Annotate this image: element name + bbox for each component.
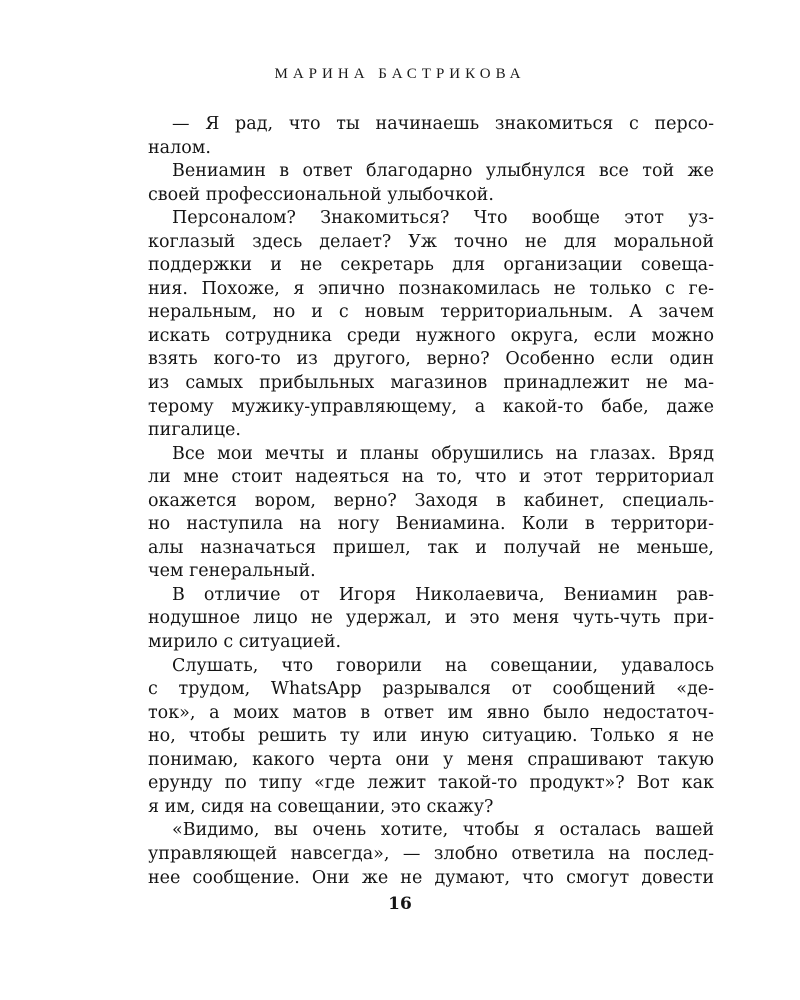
text-line: своей профессиональной улыбочкой.	[148, 184, 494, 205]
text-line: ния. Похоже, я эпично познакомилась не только с ге-	[148, 278, 714, 299]
text-line: из самых прибыльных магазинов принадлежит не ма-	[148, 373, 714, 394]
running-head-author: МАРИНА БАСТРИКОВА	[274, 66, 526, 82]
text-line: с трудом, WhatsApp разрывался от сообщений «де-	[148, 679, 714, 700]
text-line: Все мои мечты и планы обрушились на глазах. Вряд	[172, 443, 714, 464]
text-line: искать сотрудника среди нужного округа, если можно	[148, 325, 714, 346]
page-number: 16	[388, 894, 412, 914]
text-line: мирило с ситуацией.	[148, 632, 342, 653]
text-line: налом.	[148, 137, 211, 158]
text-line: терому мужику-управляющему, а какой-то бабе, даже	[148, 396, 714, 417]
text-line: ерунду по типу «где лежит такой-то продукт»? Вот как	[148, 773, 714, 794]
text-line: В отличие от Игоря Николаевича, Вениамин рав-	[172, 584, 714, 605]
text-line: алы назначаться пришел, так и получай не меньше,	[148, 537, 714, 558]
text-line: коглазый здесь делает? Уж точно не для моральной	[148, 231, 714, 252]
text-line: нодушное лицо не удержал, и это меня чуть-чуть при-	[148, 608, 714, 629]
text-line: окажется вором, верно? Заходя в кабинет, специаль-	[148, 490, 714, 511]
text-line: ток», а моих матов в ответ им явно было недостаточ-	[148, 702, 714, 723]
text-line: неральным, но и с новым территориальным. А зачем	[148, 302, 714, 323]
text-line: чем генеральный.	[148, 561, 316, 582]
text-line: но наступила на ногу Вениамина. Коли в территори-	[148, 514, 714, 535]
text-line: Персоналом? Знакомиться? Что вообще этот уз-	[172, 208, 714, 229]
text-line: «Видимо, вы очень хотите, чтобы я осталась вашей	[172, 820, 714, 841]
text-line: но, чтобы решить ту или иную ситуацию. Только я не	[148, 726, 714, 747]
text-line: нее сообщение. Они же не думают, что смогут довести	[148, 867, 714, 888]
text-line: Слушать, что говорили на совещании, удавалось	[172, 655, 714, 676]
text-line: Вениамин в ответ благодарно улыбнулся все той же	[172, 161, 714, 182]
text-line: ли мне стоит надеяться на то, что и этот территориал	[148, 467, 714, 488]
text-line: понимаю, какого черта они у меня спрашивают такую	[148, 749, 714, 770]
text-line: взять кого-то из другого, верно? Особенно если один	[148, 349, 714, 370]
body-text	[148, 113, 714, 890]
text-line: я им, сидя на совещании, это скажу?	[148, 796, 494, 817]
text-line: пигалице.	[148, 420, 241, 441]
text-line: — Я рад, что ты начинаешь знакомиться с персо-	[172, 114, 714, 134]
text-line: поддержки и не секретарь для организации совеща-	[148, 255, 714, 276]
text-line: управляющей навсегда», — злобно ответила на послед-	[148, 843, 714, 864]
